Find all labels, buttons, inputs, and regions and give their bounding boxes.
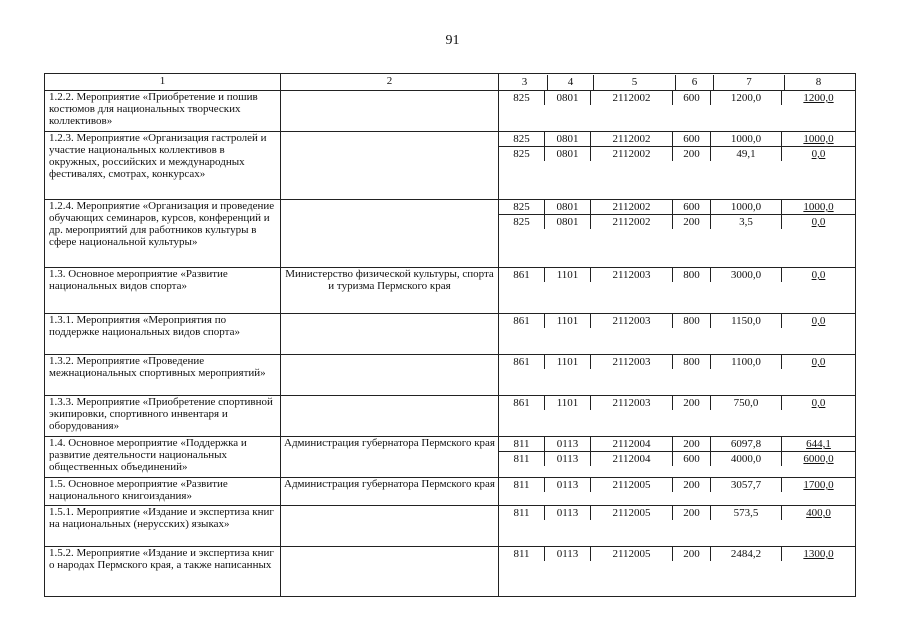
kbk-section: 0113 xyxy=(545,451,591,466)
table-row xyxy=(45,396,856,437)
budget-codes xyxy=(499,200,856,268)
amount-col-7: 1150,0 xyxy=(711,314,782,328)
kbk-target: 2112002 xyxy=(591,132,673,146)
executor: Министерство физической культуры, спорта и туризма Пермского края xyxy=(281,268,499,314)
budget-line xyxy=(499,146,855,161)
amount-col-8: 1200,0 xyxy=(803,92,834,104)
kbk-target: 2112005 xyxy=(591,506,673,520)
table-body xyxy=(45,91,856,597)
kbk-section: 1101 xyxy=(545,314,591,328)
table-row xyxy=(45,547,856,597)
header-col-3: 3 xyxy=(502,75,548,90)
kbk-chapter: 811 xyxy=(499,547,545,561)
amount-col-8: 1700,0 xyxy=(803,479,834,491)
budget-line xyxy=(499,214,855,229)
kbk-chapter: 825 xyxy=(499,132,545,146)
budget-line xyxy=(499,268,855,282)
table-row xyxy=(45,268,856,314)
kbk-target: 2112002 xyxy=(591,200,673,214)
kbk-type: 200 xyxy=(673,437,711,451)
kbk-type: 200 xyxy=(673,506,711,520)
amount-col-8: 400,0 xyxy=(806,507,831,519)
amount-col-7: 1000,0 xyxy=(711,132,782,146)
kbk-type: 800 xyxy=(673,268,711,282)
amount-col-7: 3057,7 xyxy=(711,478,782,492)
kbk-chapter: 825 xyxy=(499,146,545,161)
amount-col-7: 4000,0 xyxy=(711,451,782,466)
header-col-1: 1 xyxy=(45,74,281,91)
kbk-chapter: 811 xyxy=(499,506,545,520)
activity-name: 1.2.2. Мероприятие «Приобретение и пошив костюмов для национальных творческих коллективов» xyxy=(45,91,281,132)
kbk-chapter: 811 xyxy=(499,437,545,451)
budget-line xyxy=(499,91,855,105)
budget-codes xyxy=(499,132,856,200)
kbk-type: 200 xyxy=(673,146,711,161)
activity-name: 1.3.1. Мероприятия «Мероприятия по поддержке национальных видов спорта» xyxy=(45,314,281,355)
amount-col-7: 750,0 xyxy=(711,396,782,410)
kbk-chapter: 811 xyxy=(499,478,545,492)
amount-col-7: 2484,2 xyxy=(711,547,782,561)
kbk-target: 2112002 xyxy=(591,91,673,105)
kbk-section: 0801 xyxy=(545,146,591,161)
kbk-target: 2112003 xyxy=(591,355,673,369)
amount-col-7: 1100,0 xyxy=(711,355,782,369)
amount-col-8: 0,0 xyxy=(782,214,855,229)
budget-codes xyxy=(499,355,856,396)
executor xyxy=(281,355,499,396)
kbk-target: 2112003 xyxy=(591,268,673,282)
kbk-type: 200 xyxy=(673,396,711,410)
activity-name: 1.5. Основное мероприятие «Развитие национального книгоиздания» xyxy=(45,478,281,506)
activity-name: 1.2.3. Мероприятие «Организация гастролей и участие национальных коллективов в окружных, российских и международных фестивалях, смотрах, конкурсах» xyxy=(45,132,281,200)
budget-line xyxy=(499,506,855,520)
table-row xyxy=(45,437,856,478)
kbk-section: 0113 xyxy=(545,437,591,451)
budget-line xyxy=(499,132,855,146)
header-col-7: 7 xyxy=(714,75,785,90)
header-code-cols xyxy=(499,74,856,91)
budget-line xyxy=(499,478,855,492)
kbk-chapter: 825 xyxy=(499,91,545,105)
header-col-5: 5 xyxy=(594,75,676,90)
kbk-section: 0801 xyxy=(545,91,591,105)
budget-codes xyxy=(499,437,856,478)
budget-codes xyxy=(499,268,856,314)
kbk-type: 200 xyxy=(673,547,711,561)
kbk-section: 1101 xyxy=(545,355,591,369)
activity-name: 1.3.3. Мероприятие «Приобретение спортивной экипировки, спортивного инвентаря и оборудования» xyxy=(45,396,281,437)
kbk-type: 600 xyxy=(673,451,711,466)
kbk-type: 200 xyxy=(673,214,711,229)
kbk-chapter: 861 xyxy=(499,268,545,282)
amount-col-7: 6097,8 xyxy=(711,437,782,451)
amount-col-7: 1000,0 xyxy=(711,200,782,214)
amount-col-8: 644,1 xyxy=(806,438,831,450)
kbk-type: 200 xyxy=(673,478,711,492)
amount-col-8: 0,0 xyxy=(782,146,855,161)
kbk-target: 2112004 xyxy=(591,451,673,466)
table-row xyxy=(45,314,856,355)
kbk-target: 2112002 xyxy=(591,146,673,161)
budget-codes xyxy=(499,547,856,597)
executor: Администрация губернатора Пермского края xyxy=(281,437,499,478)
kbk-section: 0801 xyxy=(545,214,591,229)
header-col-8: 8 xyxy=(815,76,822,88)
executor xyxy=(281,396,499,437)
amount-col-8: 0,0 xyxy=(811,356,826,368)
executor xyxy=(281,314,499,355)
kbk-section: 0113 xyxy=(545,506,591,520)
amount-col-8: 0,0 xyxy=(811,315,826,327)
table-row xyxy=(45,506,856,547)
amount-col-8: 6000,0 xyxy=(782,451,855,466)
budget-line xyxy=(499,437,855,451)
budget-line xyxy=(499,547,855,561)
amount-col-8: 0,0 xyxy=(811,269,826,281)
kbk-section: 1101 xyxy=(545,268,591,282)
kbk-section: 0801 xyxy=(545,132,591,146)
budget-line xyxy=(499,396,855,410)
kbk-target: 2112003 xyxy=(591,396,673,410)
budget-codes xyxy=(499,314,856,355)
amount-col-7: 1200,0 xyxy=(711,91,782,105)
amount-col-8: 1000,0 xyxy=(803,133,834,145)
activity-name: 1.5.2. Мероприятие «Издание и экспертиза книг о народах Пермского края, а также написанных xyxy=(45,547,281,597)
executor: Администрация губернатора Пермского края xyxy=(281,478,499,506)
kbk-section: 0113 xyxy=(545,547,591,561)
kbk-chapter: 861 xyxy=(499,355,545,369)
kbk-type: 800 xyxy=(673,355,711,369)
kbk-chapter: 811 xyxy=(499,451,545,466)
executor xyxy=(281,91,499,132)
amount-col-8: 1300,0 xyxy=(803,548,834,560)
header-row xyxy=(45,74,856,91)
activity-name: 1.2.4. Мероприятие «Организация и проведение обучающих семинаров, курсов, конференций и др. мероприятий для работников культуры в сфере национальной культуры» xyxy=(45,200,281,268)
table-row xyxy=(45,200,856,268)
budget-codes xyxy=(499,396,856,437)
page-number: 91 xyxy=(445,33,460,48)
executor xyxy=(281,506,499,547)
kbk-target: 2112003 xyxy=(591,314,673,328)
kbk-target: 2112005 xyxy=(591,547,673,561)
amount-col-8: 1000,0 xyxy=(803,201,834,213)
executor xyxy=(281,547,499,597)
header-col-4: 4 xyxy=(548,75,594,90)
amount-col-8: 0,0 xyxy=(811,397,826,409)
kbk-target: 2112004 xyxy=(591,437,673,451)
table-row xyxy=(45,355,856,396)
budget-line xyxy=(499,314,855,328)
amount-col-7: 49,1 xyxy=(711,146,782,161)
kbk-target: 2112002 xyxy=(591,214,673,229)
budget-line xyxy=(499,451,855,466)
amount-col-7: 573,5 xyxy=(711,506,782,520)
amount-col-7: 3,5 xyxy=(711,214,782,229)
table-row xyxy=(45,132,856,200)
kbk-type: 600 xyxy=(673,200,711,214)
activity-name: 1.4. Основное мероприятие «Поддержка и развитие деятельности национальных общественных объединений» xyxy=(45,437,281,478)
activity-name: 1.3.2. Мероприятие «Проведение межнациональных спортивных мероприятий» xyxy=(45,355,281,396)
table-row xyxy=(45,91,856,132)
kbk-type: 600 xyxy=(673,91,711,105)
amount-col-7: 3000,0 xyxy=(711,268,782,282)
budget-table xyxy=(44,73,856,597)
kbk-section: 0801 xyxy=(545,200,591,214)
header-col-2: 2 xyxy=(281,74,499,91)
kbk-type: 600 xyxy=(673,132,711,146)
budget-codes xyxy=(499,478,856,506)
executor xyxy=(281,200,499,268)
budget-line xyxy=(499,355,855,369)
budget-codes xyxy=(499,506,856,547)
kbk-section: 1101 xyxy=(545,396,591,410)
kbk-section: 0113 xyxy=(545,478,591,492)
activity-name: 1.3. Основное мероприятие «Развитие национальных видов спорта» xyxy=(45,268,281,314)
kbk-chapter: 861 xyxy=(499,396,545,410)
executor xyxy=(281,132,499,200)
kbk-chapter: 825 xyxy=(499,214,545,229)
budget-line xyxy=(499,200,855,214)
kbk-target: 2112005 xyxy=(591,478,673,492)
header-col-6: 6 xyxy=(676,75,714,90)
activity-name: 1.5.1. Мероприятие «Издание и экспертиза книг на национальных (нерусских) языках» xyxy=(45,506,281,547)
kbk-chapter: 825 xyxy=(499,200,545,214)
kbk-chapter: 861 xyxy=(499,314,545,328)
kbk-type: 800 xyxy=(673,314,711,328)
budget-codes xyxy=(499,91,856,132)
table-row xyxy=(45,478,856,506)
